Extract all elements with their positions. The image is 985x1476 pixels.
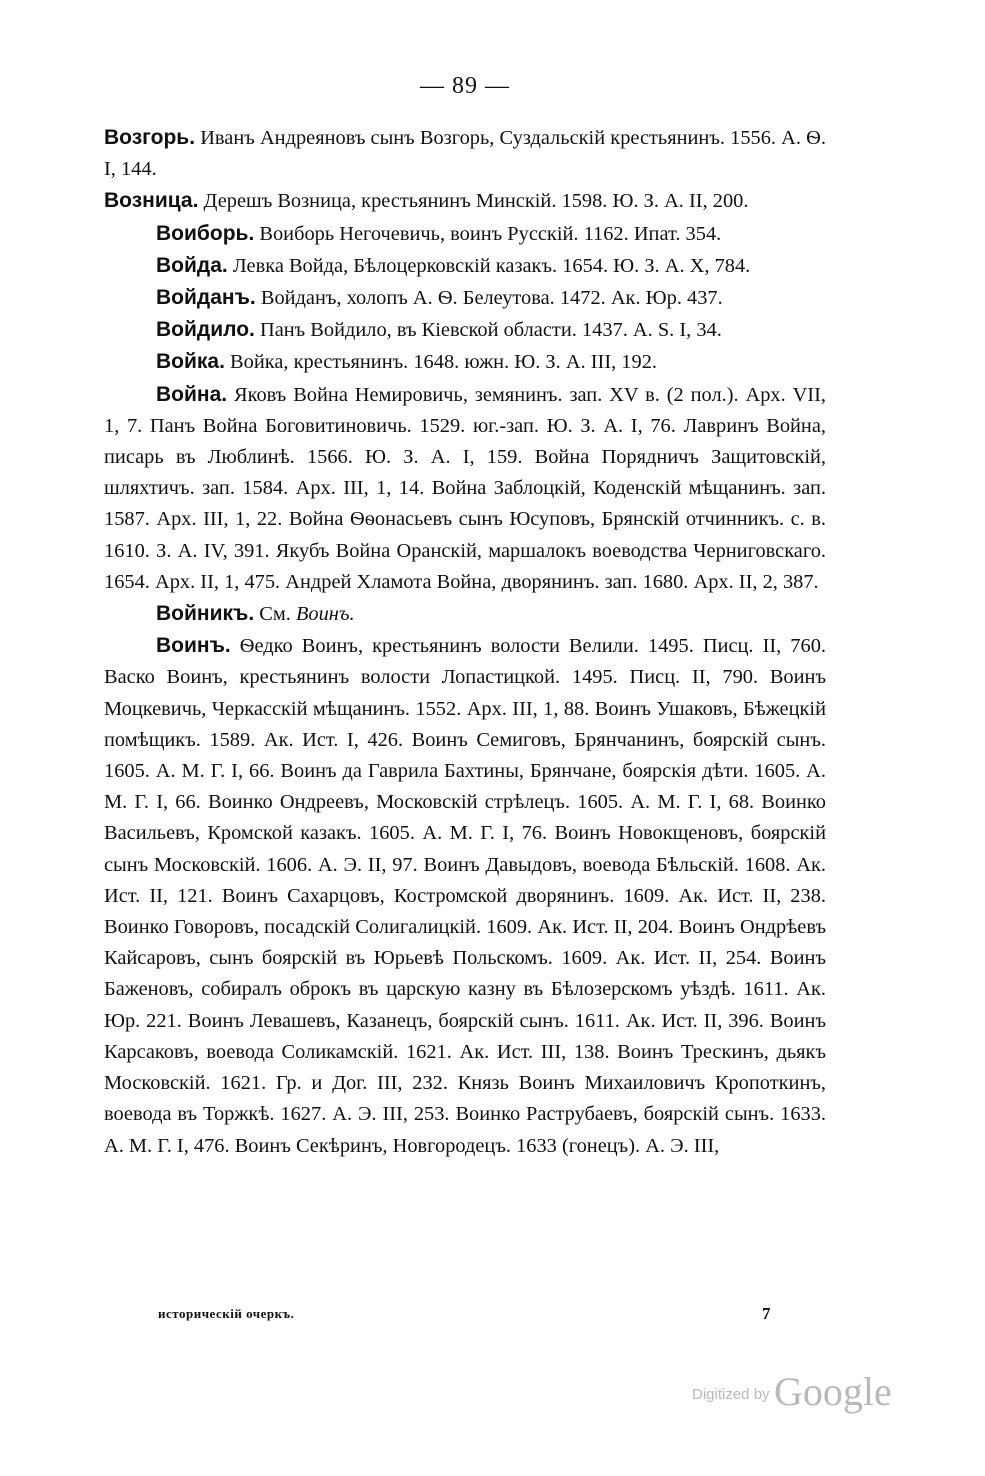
signature-mark: историческій очеркъ. <box>158 1306 295 1321</box>
watermark-prefix: Digitized by <box>692 1386 770 1403</box>
entry-voidan <box>104 282 826 314</box>
google-logo: Google <box>774 1369 892 1414</box>
sheet-number: 7 <box>762 1304 771 1323</box>
entry-text: Яковъ Война Немировичь, земянинъ. зап. XV в. (2 пол.). Арх. VII, 1, 7. Панъ Война Боговитиновичь. 1529. юг.-зап. Ю. З. А. I, 76. Лавринъ Война, писарь въ Люблинѣ. 1566. Ю. З. А. I, 159. Война Порядничъ Защитовскій, шляхтичъ. зап. 1584. Арх. III, 1, 14. Война Заблоцкій, Коденскій мѣщанинъ. зап. 1587. Арх. III, 1, 22. Война Ѳѳонасьевъ сынъ Юсуповъ, Брянскій отчинникъ. с. в. 1610. З. А. IV, 391. Якубъ Война Оранскій, маршалокъ воеводства Черниговскаго. 1654. Арх. II, 1, 475. Андрей Хламота Война, дворянинъ. зап. 1680. Арх. II, 2, 387. <box>104 383 826 593</box>
page-footer <box>158 1306 778 1322</box>
headword: Войданъ. <box>156 286 256 310</box>
entry-text: Дерешъ Возница, крестьянинъ Минскій. 1598. Ю. З. А. II, 200. <box>198 190 749 213</box>
headword: Возница. <box>104 189 199 213</box>
headword: Война. <box>156 382 228 406</box>
headword: Войдило. <box>156 318 255 342</box>
entry-vozgor <box>104 122 826 185</box>
entry-text: Левка Войда, Бѣлоцерковскій казакъ. 1654. Ю. З. А. X, 784. <box>227 254 751 277</box>
text-block <box>104 122 826 1162</box>
entry-text: Иванъ Андреяновъ сынъ Возгорь, Суздальскій крестьянинъ. 1556. А. Ѳ. I, 144. <box>104 127 826 181</box>
headword: Войка. <box>156 350 225 374</box>
entry-text: Ѳедко Воинъ, крестьянинъ волости Велили. 1495. Писц. II, 760. Васко Воинъ, крестьянинъ волости Лопастицкой. 1495. Писц. II, 790. Воинъ Моцкевичь, Черкасскій мѣщанинъ. 1552. Арх. III, 1, 88. Воинъ Ушаковъ, Бѣжецкій помѣщикъ. 1589. Ак. Ист. I, 426. Воинъ Семиговъ, Брянчанинъ, боярскій сынъ. 1605. А. М. Г. I, 66. Воинъ да Гаврила Бахтины, Брянчане, боярскія дѣти. 1605. А. М. Г. I, 66. Воинко Ондреевъ, Московскій стрѣлецъ. 1605. А. М. Г. I, 68. Воинко Васильевъ, Кромской казакъ. 1605. А. М. Г. I, 76. Воинъ Новокщеновъ, боярскій сынъ Московскій. 1606. А. Э. II, 97. Воинъ Давыдовъ, воевода Бѣльскій. 1608. Ак. Ист. II, 121. Воинъ Сахарцовъ, Костромской дворянинъ. 1609. Ак. Ист. II, 238. Воинко Говоровъ, посадскій Солигалицкій. 1609. Ак. Ист. II, 204. Воинъ Ондрѣевъ Кайсаровъ, сынъ боярскій въ Юрьевѣ Польскомъ. 1609. Ак. Ист. II, 254. Воинъ Баженовъ, собиралъ оброкъ въ царскую казну въ Бѣлозерскомъ уѣздѣ. 1611. Ак. Юр. 221. Воинъ Левашевъ, Казанецъ, боярскій сынъ. 1611. Ак. Ист. II, 396. Воинъ Карсаковъ, воевода Соликамскій. 1621. Ак. Ист. III, 138. Воинъ Трескинъ, дьякъ Московскій. 1621. Гр. и Дог. III, 232. Князь Воинъ Михаиловичъ Кропоткинъ, воевода въ Торжкѣ. 1627. А. Э. III, 253. Воинко Раструбаевъ, боярскій сынъ. 1633. А. М. Г. I, 476. Воинъ Секѣринъ, Новгородецъ. 1633 (гонецъ). А. Э. III, <box>104 635 826 1157</box>
entry-voidilo <box>104 314 826 346</box>
entry-text: Войка, крестьянинъ. 1648. южн. Ю. З. А. III, 192. <box>224 351 657 374</box>
cross-reference: Воинъ. <box>295 603 355 626</box>
headword: Войникъ. <box>156 602 255 626</box>
headword: Войда. <box>156 253 228 277</box>
entry-text: Воиборь Негочевичь, воинъ Русскій. 1162. Ипат. 354. <box>254 222 722 245</box>
entry-text: Войданъ, холопъ А. Ѳ. Белеутова. 1472. Ак. Юр. 437. <box>255 287 723 310</box>
entry-voin <box>104 630 826 1161</box>
entry-text: Панъ Войдило, въ Кіевской области. 1437. А. S. I, 34. <box>254 319 722 342</box>
digitized-watermark <box>692 1368 892 1415</box>
entry-voznica <box>104 185 826 217</box>
headword: Воиборь. <box>156 221 255 245</box>
entry-voinik <box>104 598 826 630</box>
headword: Воинъ. <box>156 634 231 658</box>
entry-text: См. <box>254 603 296 626</box>
entry-voina <box>104 379 826 598</box>
page-number: — 89 — <box>420 73 510 99</box>
entry-voida <box>104 250 826 282</box>
headword: Возгорь. <box>104 126 196 149</box>
entry-voika <box>104 346 826 378</box>
entry-voibor <box>104 218 826 250</box>
